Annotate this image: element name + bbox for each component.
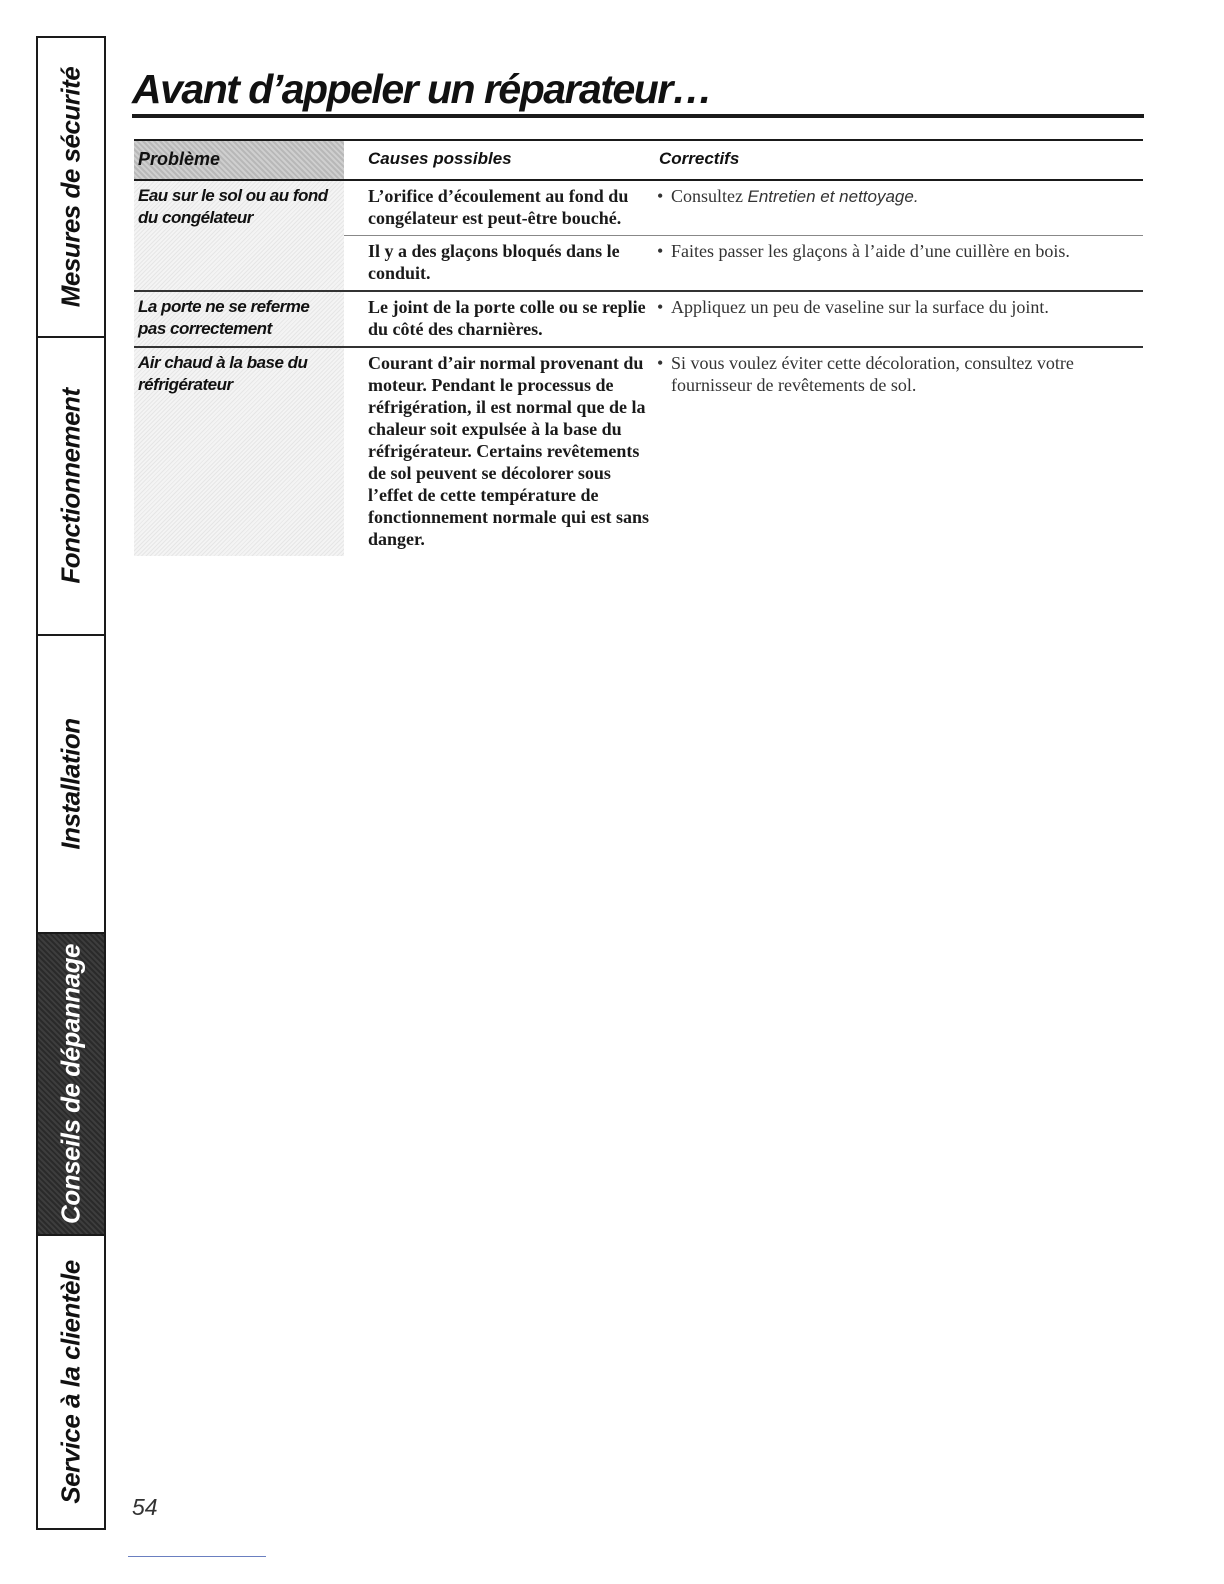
cause-row <box>344 181 1143 235</box>
tab-fonctionnement[interactable] <box>38 338 104 636</box>
title-divider <box>132 114 1144 118</box>
cause-text: Courant d’air normal provenant du moteur. Pendant le processus de réfrigération, il est normal que de la chaleur soit expulsée à la base du réfrigérateur. Certains revêtements de sol peuvent se décolorer sous l’effet de cette température de fonctionnement normale qui est sans danger. <box>368 353 650 549</box>
section-tabs <box>36 36 106 1530</box>
bullet: • <box>657 186 664 206</box>
header-fixes: Correctifs <box>659 149 740 168</box>
fix-prefix: Consultez <box>671 186 748 206</box>
cause-text: Il y a des glaçons bloqués dans le conduit. <box>368 241 620 283</box>
header-problem: Problème <box>134 141 344 179</box>
tab-label: Conseils de dépannage <box>55 944 86 1224</box>
table-header <box>134 141 1143 181</box>
bullet: • <box>657 353 664 373</box>
fix-prefix: Si vous voulez éviter cette décoloration, consultez votre fournisseur de revêtements de sol. <box>671 353 1074 395</box>
fix-text <box>657 185 1141 208</box>
cause-row <box>344 235 1143 290</box>
fix-text <box>657 296 1141 318</box>
table-row <box>134 181 1143 292</box>
bullet: • <box>657 241 664 261</box>
tab-label: Fonctionnement <box>55 388 86 584</box>
fix-text <box>657 240 1141 262</box>
fix-prefix: Appliquez un peu de vaseline sur la surface du joint. <box>671 297 1049 317</box>
cause-text: Le joint de la porte colle ou se replie du côté des charnières. <box>368 297 646 339</box>
cause-row <box>344 292 1143 346</box>
fix-prefix: Faites passer les glaçons à l’aide d’une cuillère en bois. <box>671 241 1070 261</box>
footer-divider <box>128 1556 266 1557</box>
problem-cell: La porte ne se referme pas correctement <box>134 292 344 346</box>
problem-cell: Air chaud à la base du réfrigérateur <box>134 348 344 556</box>
tab-label: Installation <box>55 718 86 850</box>
tab-label: Mesures de sécurité <box>55 66 86 308</box>
tab-label: Service à la clientèle <box>55 1260 86 1504</box>
tab-mesures-de-securite[interactable] <box>38 38 104 338</box>
troubleshooting-table <box>134 139 1143 556</box>
tab-conseils-de-depannage[interactable] <box>38 934 104 1236</box>
problem-cell: Eau sur le sol ou au fond du congélateur <box>134 181 344 290</box>
cause-row <box>344 348 1143 556</box>
table-row <box>134 348 1143 556</box>
fix-reference: Entretien et nettoyage. <box>747 187 919 206</box>
cause-text: L’orifice d’écoulement au fond du congélateur est peut-être bouché. <box>368 186 629 228</box>
page-number: 54 <box>132 1494 158 1520</box>
page-title: Avant d’appeler un réparateur… <box>132 66 712 112</box>
tab-installation[interactable] <box>38 636 104 934</box>
header-causes: Causes possibles <box>368 149 512 168</box>
tab-service-a-la-clientele[interactable] <box>38 1236 104 1528</box>
fix-text <box>657 352 1141 396</box>
table-row <box>134 292 1143 348</box>
bullet: • <box>657 297 664 317</box>
